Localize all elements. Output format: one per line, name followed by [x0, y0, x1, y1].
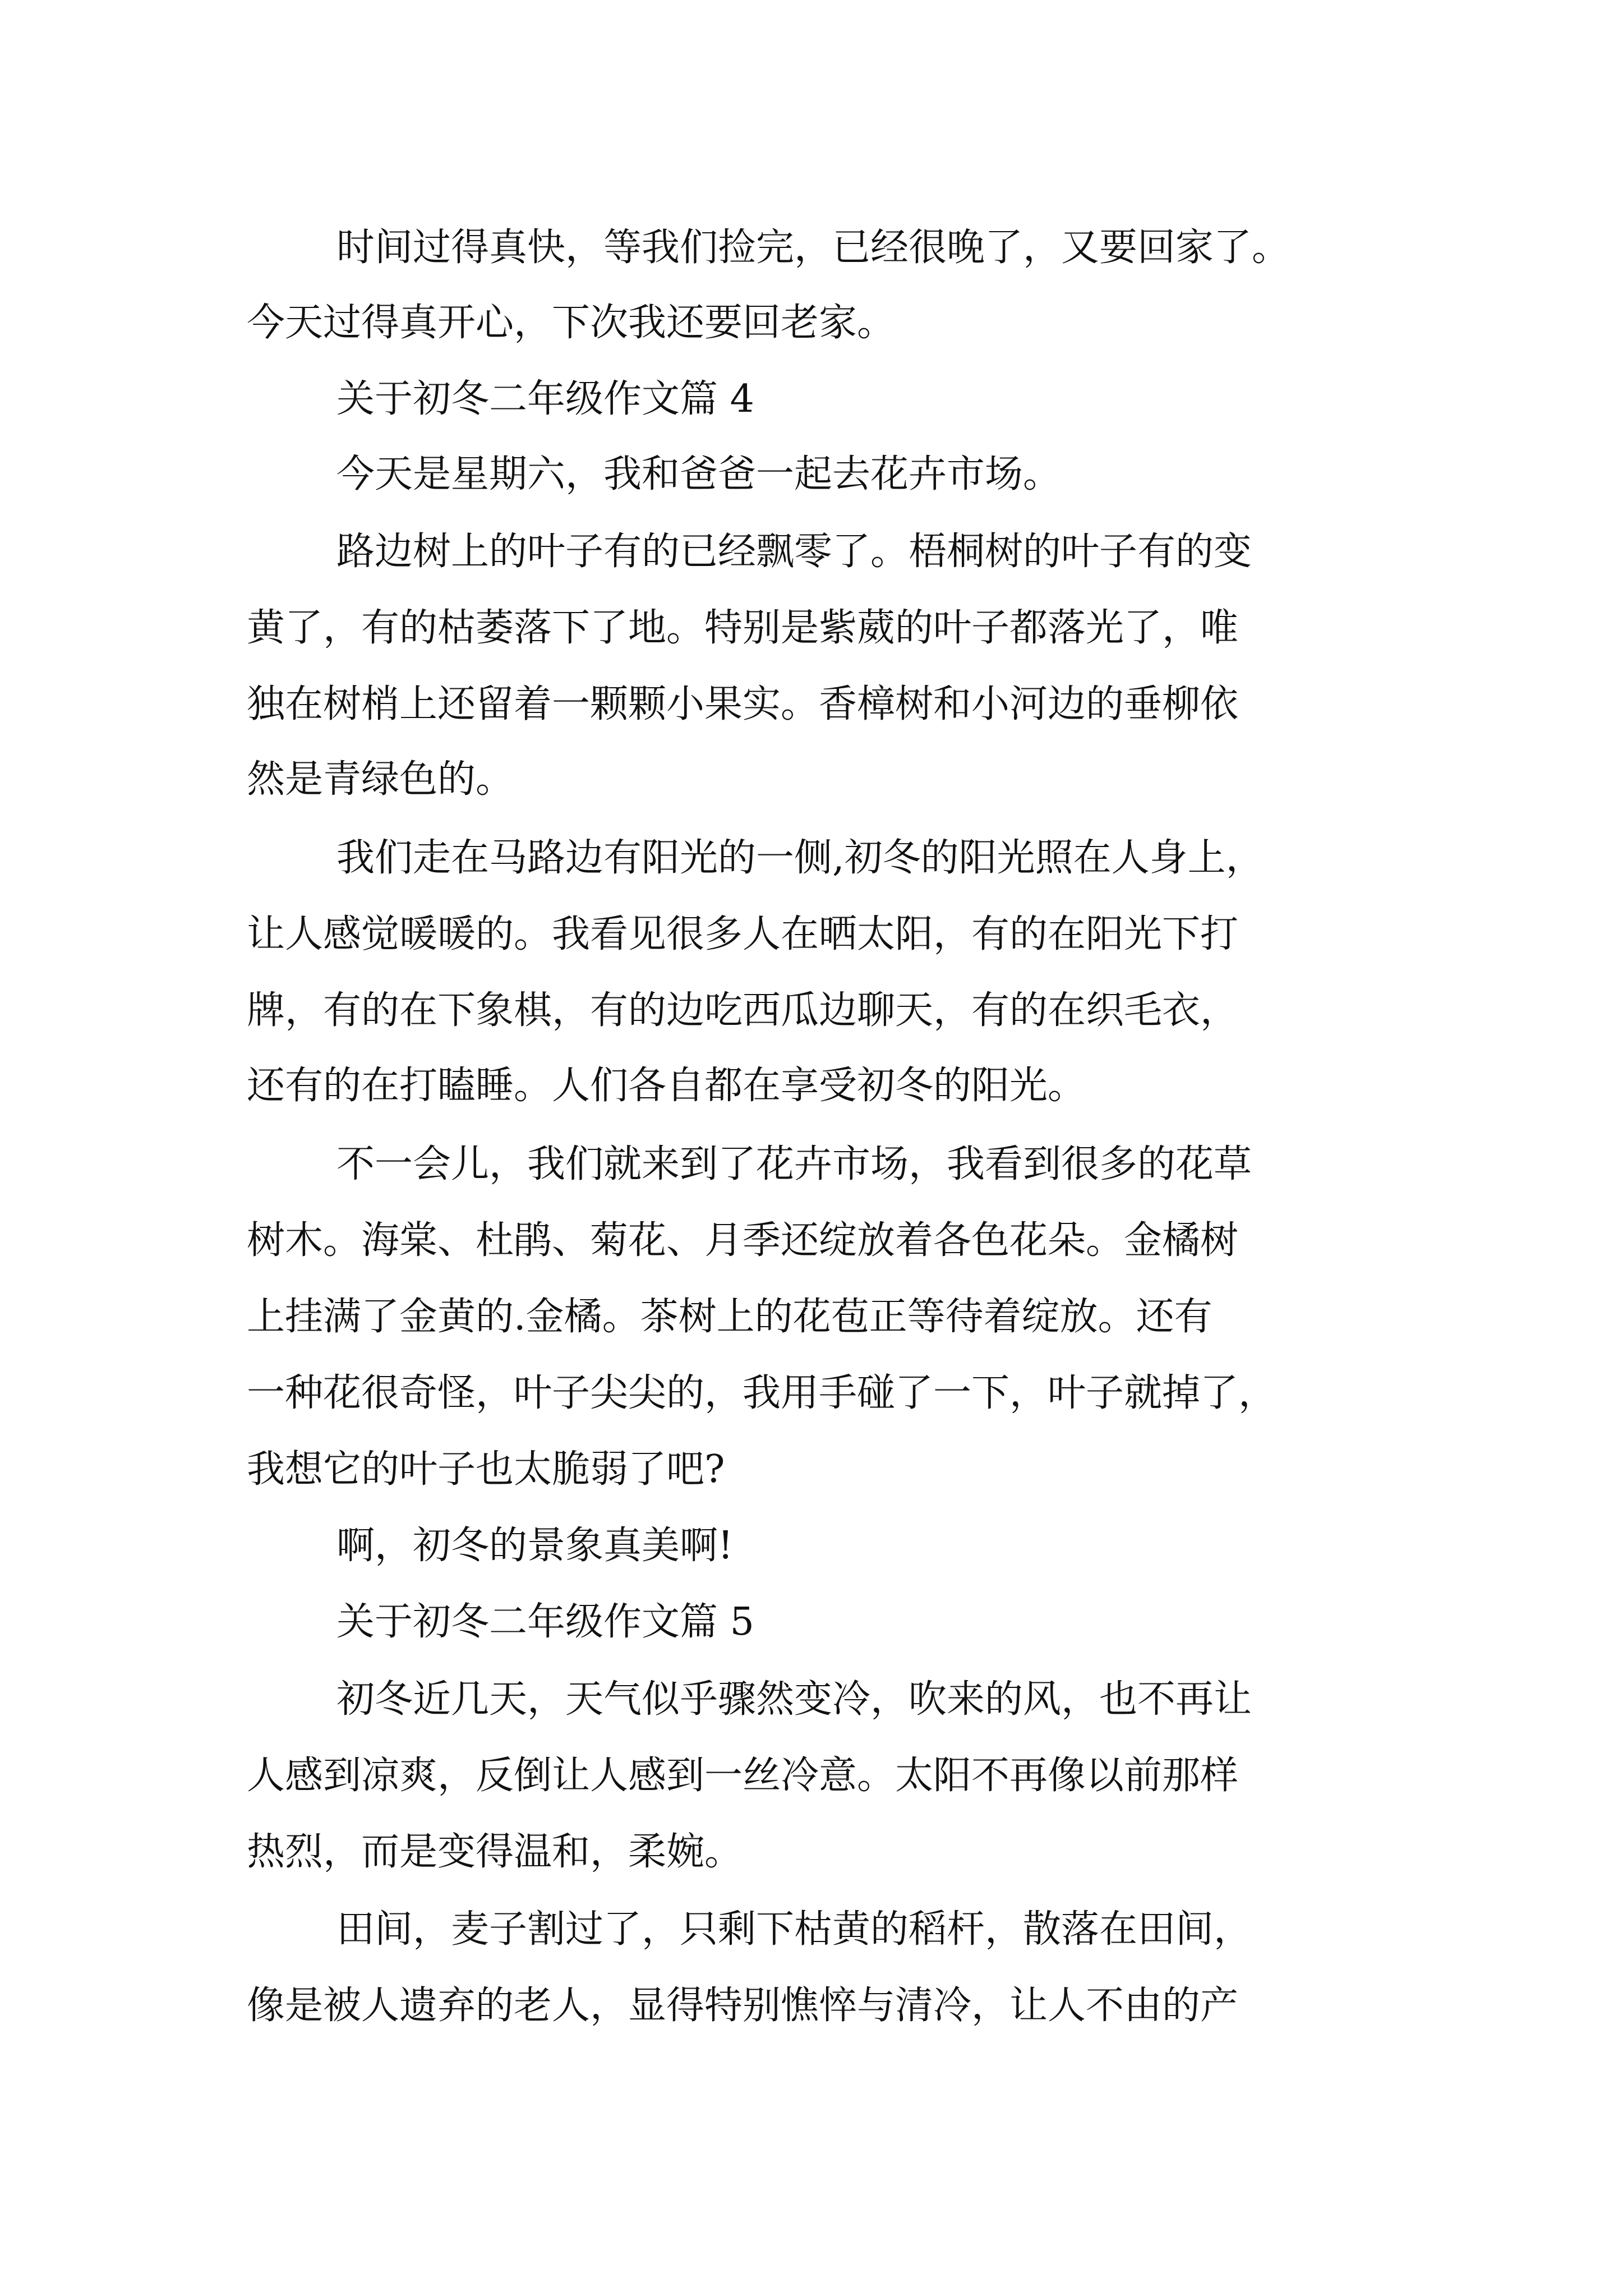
text-line: 热烈，而是变得温和，柔婉。: [247, 1830, 743, 1874]
text-line: 路边树上的叶子有的已经飘零了。梧桐树的叶子有的变: [336, 530, 1252, 574]
text-line: 我们走在马路边有阳光的一侧,初冬的阳光照在人身上，: [336, 836, 1264, 880]
text-line: 初冬近几天，天气似乎骤然变冷，吹来的风，也不再让: [336, 1677, 1252, 1722]
section-heading: 关于初冬二年级作文篇 4: [336, 377, 754, 421]
text-line: 让人感觉暖暖的。我看见很多人在晒太阳，有的在阳光下打: [247, 912, 1239, 956]
text-line: 独在树梢上还留着一颗颗小果实。香樟树和小河边的垂柳依: [247, 682, 1239, 726]
text-line: 树木。海棠、杜鹃、菊花、月季还绽放着各色花朵。金橘树: [247, 1218, 1239, 1263]
text-line: 啊，初冬的景象真美啊!: [336, 1524, 734, 1568]
text-line: 然是青绿色的。: [247, 757, 514, 802]
text-line: 我想它的叶子也太脆弱了吧?: [247, 1447, 725, 1492]
text-line: 不一会儿，我们就来到了花卉市场，我看到很多的花草: [336, 1142, 1252, 1186]
section-heading: 关于初冬二年级作文篇 5: [336, 1600, 754, 1644]
text-line: 一种花很奇怪，叶子尖尖的，我用手碰了一下，叶子就掉了，: [247, 1371, 1277, 1415]
text-line: 牌，有的在下象棋，有的边吃西瓜边聊天，有的在织毛衣，: [247, 988, 1239, 1033]
text-line: 今天过得真开心，下次我还要回老家。: [247, 301, 896, 345]
text-line: 田间，麦子割过了，只剩下枯黄的稻杆，散落在田间，: [336, 1907, 1252, 1952]
text-line: 时间过得真快，等我们捡完，已经很晚了，又要回家了。: [336, 226, 1290, 270]
text-line: 上挂满了金黄的.金橘。茶树上的花苞正等待着绽放。还有: [247, 1295, 1212, 1339]
text-line: 今天是星期六，我和爸爸一起去花卉市场。: [336, 452, 1062, 496]
text-line: 还有的在打瞌睡。人们各自都在享受初冬的阳光。: [247, 1064, 1086, 1108]
text-line: 像是被人遗弃的老人，显得特别憔悴与清冷，让人不由的产: [247, 1984, 1239, 2028]
text-line: 人感到凉爽，反倒让人感到一丝冷意。太阳不再像以前那样: [247, 1754, 1239, 1798]
text-line: 黄了，有的枯萎落下了地。特别是紫葳的叶子都落光了，唯: [247, 606, 1239, 650]
